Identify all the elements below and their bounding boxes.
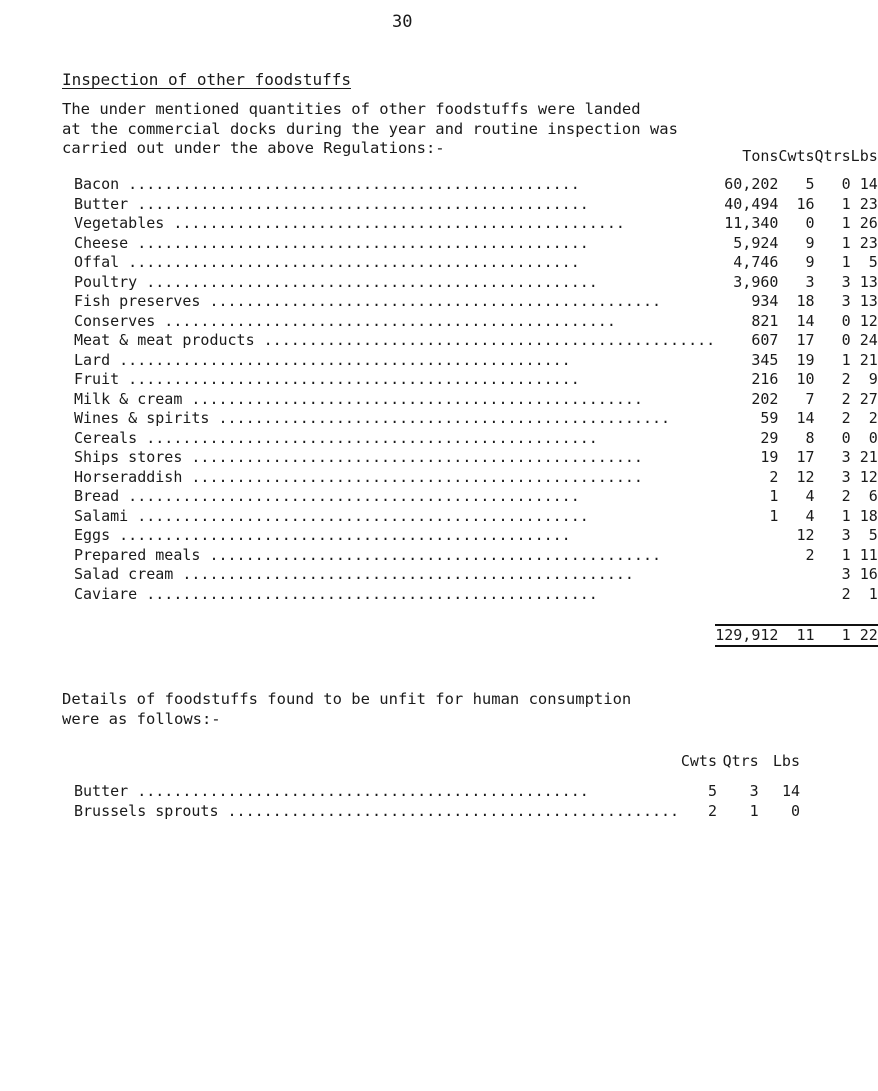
item-name: Milk & cream ..... (74, 390, 643, 408)
item-name: Wines & spirits ..... (74, 409, 670, 427)
item-lbs: 16 (859, 565, 878, 583)
item-tons: 29 (760, 428, 779, 447)
landed-row (74, 312, 878, 332)
item-tons (715, 585, 778, 605)
item-name-cell (74, 253, 715, 273)
item-lbs: 23 (859, 194, 878, 213)
unfit-row (74, 802, 800, 822)
unfit-header-cwts: Cwts (680, 752, 717, 770)
item-qtrs: 3 (841, 448, 851, 466)
item-lbs: 26 (859, 214, 878, 232)
total-label-blank (74, 625, 715, 647)
item-lbs: 9 (868, 370, 878, 388)
total-qtrs: 1 (815, 625, 851, 647)
details-paragraph: Details of foodstuffs found to be unfit for human consumption were as follows:- (62, 690, 632, 728)
item-name: Salad cream ..... (74, 565, 634, 583)
item-qtrs: 1 (841, 350, 851, 369)
item-tons: 3,960 (733, 272, 779, 291)
landed-row (74, 351, 878, 371)
item-name-cell (74, 331, 715, 351)
item-qtrs: 3 (841, 272, 851, 291)
item-name-cell (74, 292, 715, 312)
item-name: Horseraddish ..... (74, 468, 643, 486)
item-name-cell (74, 312, 715, 332)
item-cwts: 0 (805, 214, 815, 232)
item-name: Eggs ..... (74, 526, 571, 544)
item-qtrs: 3 (841, 565, 851, 583)
header-blank (74, 147, 715, 175)
item-cwts (778, 565, 814, 585)
unfit-header-blank (74, 752, 679, 782)
item-cwts: 10 (796, 370, 815, 388)
item-cwts: 7 (805, 389, 815, 408)
item-name: Meat & meat products ..... (74, 331, 715, 349)
landed-row (74, 214, 878, 234)
item-name-cell (74, 585, 715, 605)
item-lbs: 14 (781, 782, 800, 800)
item-name-cell (74, 507, 715, 527)
landed-row (74, 370, 878, 390)
landed-row (74, 292, 878, 312)
item-cwts: 19 (796, 350, 815, 369)
item-lbs: 6 (868, 487, 878, 505)
item-cwts: 4 (805, 487, 815, 505)
landed-row (74, 546, 878, 566)
item-name: Cereals ..... (74, 429, 598, 447)
landed-row (74, 390, 878, 410)
item-qtrs: 3 (841, 467, 851, 486)
landed-row (74, 253, 878, 273)
item-lbs: 0 (790, 801, 800, 820)
item-cwts: 2 (707, 801, 717, 820)
item-name: Poultry ..... (74, 273, 598, 291)
unfit-row (74, 782, 800, 802)
item-name-cell (74, 409, 715, 429)
header-lbs: Lbs (850, 147, 878, 165)
item-qtrs: 2 (841, 409, 851, 427)
item-lbs: 5 (868, 526, 878, 544)
item-name: Butter ..... (74, 782, 589, 800)
item-cwts: 5 (805, 175, 815, 193)
item-tons (715, 565, 778, 585)
item-name-cell (74, 234, 715, 254)
item-lbs: 18 (859, 506, 878, 525)
item-cwts: 9 (805, 253, 815, 271)
item-cwts: 14 (796, 311, 815, 330)
item-name-cell (74, 448, 715, 468)
section-heading: Inspection of other foodstuffs (62, 70, 351, 89)
item-name-cell (74, 468, 715, 488)
item-cwts: 3 (805, 272, 815, 291)
total-lbs: 22 (851, 625, 878, 647)
unfit-header-lbs: Lbs (772, 752, 800, 770)
item-name-cell (74, 214, 715, 234)
intro-paragraph: The under mentioned quantities of other foodstuffs were landed at the commercial docks during the year and routine inspection was carried out under the above Regulations:- (62, 100, 678, 157)
item-qtrs: 2 (841, 584, 851, 603)
item-name: Fruit ..... (74, 370, 580, 388)
item-name-cell (74, 195, 715, 215)
total-tons: 129,912 (715, 625, 778, 647)
header-tons: Tons (742, 147, 779, 165)
landed-row (74, 448, 878, 468)
item-qtrs: 3 (749, 782, 759, 800)
item-qtrs: 0 (841, 428, 851, 447)
item-name-cell (74, 526, 715, 546)
item-cwts: 8 (805, 428, 815, 447)
item-qtrs: 1 (749, 801, 759, 820)
item-tons (715, 526, 778, 546)
page-number: 30 (392, 12, 413, 32)
item-qtrs: 0 (841, 175, 851, 193)
landed-table-header (74, 147, 878, 175)
item-lbs: 21 (859, 350, 878, 369)
item-tons: 607 (751, 331, 779, 349)
landed-row (74, 565, 878, 585)
item-cwts (778, 585, 814, 605)
item-tons: 1 (769, 506, 779, 525)
item-lbs: 5 (868, 253, 878, 271)
item-lbs: 27 (859, 389, 878, 408)
item-tons: 934 (751, 292, 779, 310)
item-name: Prepared meals ..... (74, 546, 661, 564)
item-qtrs: 1 (841, 253, 851, 271)
item-cwts: 4 (805, 506, 815, 525)
item-lbs: 12 (859, 467, 878, 486)
landed-row (74, 468, 878, 488)
item-name: Salami ..... (74, 507, 589, 525)
item-tons: 60,202 (724, 175, 779, 193)
item-lbs: 12 (859, 311, 878, 330)
unfit-header-qtrs: Qtrs (722, 752, 759, 770)
item-name: Ships stores ..... (74, 448, 643, 466)
item-cwts: 17 (796, 448, 815, 466)
item-name-cell (74, 390, 715, 410)
unfit-foodstuffs-table (74, 752, 800, 821)
item-lbs: 13 (859, 272, 878, 291)
item-tons: 40,494 (724, 194, 779, 213)
item-name-cell (74, 782, 679, 802)
item-name: Offal ..... (74, 253, 580, 271)
item-cwts: 12 (796, 467, 815, 486)
item-tons: 2 (769, 467, 779, 486)
landed-row (74, 234, 878, 254)
item-qtrs: 1 (841, 214, 851, 232)
item-lbs: 2 (868, 409, 878, 427)
item-tons: 4,746 (733, 253, 779, 271)
item-qtrs: 3 (841, 526, 851, 544)
item-qtrs: 0 (841, 331, 851, 349)
item-name-cell (74, 802, 679, 822)
spacer-row (74, 604, 878, 625)
item-name: Fish preserves ..... (74, 292, 661, 310)
item-lbs: 21 (859, 448, 878, 466)
item-name-cell (74, 175, 715, 195)
item-qtrs: 1 (841, 194, 851, 213)
item-name: Butter ..... (74, 195, 589, 213)
unfit-table-header (74, 752, 800, 782)
item-tons: 821 (751, 311, 779, 330)
landed-row (74, 331, 878, 351)
item-lbs: 23 (859, 233, 878, 252)
item-lbs: 14 (859, 175, 878, 193)
item-lbs: 1 (868, 584, 878, 603)
item-name: Bread ..... (74, 487, 580, 505)
item-tons (715, 546, 778, 566)
item-name-cell (74, 429, 715, 449)
item-name: Cheese ..... (74, 234, 589, 252)
total-cwts: 11 (778, 625, 814, 647)
item-tons: 11,340 (724, 214, 779, 232)
item-name-cell (74, 273, 715, 293)
item-lbs: 0 (868, 428, 878, 447)
item-cwts: 9 (805, 233, 815, 252)
item-name-cell (74, 546, 715, 566)
item-qtrs: 3 (841, 292, 851, 310)
item-name: Brussels sprouts ..... (74, 802, 679, 820)
item-name: Caviare ..... (74, 585, 598, 603)
landed-row (74, 175, 878, 195)
item-tons: 216 (751, 370, 779, 388)
item-lbs: 13 (859, 292, 878, 310)
landed-row (74, 487, 878, 507)
item-name: Bacon ..... (74, 175, 580, 193)
item-cwts: 17 (796, 331, 815, 349)
landed-row (74, 273, 878, 293)
landed-row (74, 585, 878, 605)
item-cwts: 12 (796, 526, 815, 544)
landed-row (74, 409, 878, 429)
item-qtrs: 1 (841, 545, 851, 564)
item-tons: 345 (751, 350, 779, 369)
item-name-cell (74, 370, 715, 390)
item-cwts: 14 (796, 409, 815, 427)
item-tons: 19 (760, 448, 779, 466)
landed-row (74, 507, 878, 527)
item-name-cell (74, 351, 715, 371)
item-tons: 202 (751, 389, 779, 408)
item-lbs: 24 (859, 331, 878, 349)
item-qtrs: 0 (841, 311, 851, 330)
item-qtrs: 2 (841, 487, 851, 505)
header-cwts: Cwts (778, 147, 815, 165)
item-qtrs: 1 (841, 233, 851, 252)
item-name-cell (74, 565, 715, 585)
item-name: Vegetables ..... (74, 214, 625, 232)
item-name: Conserves ..... (74, 312, 616, 330)
item-qtrs: 1 (841, 506, 851, 525)
item-tons: 1 (769, 487, 779, 505)
item-cwts: 16 (796, 194, 815, 213)
item-cwts: 5 (707, 782, 717, 800)
landed-foodstuffs-table (74, 147, 878, 647)
item-lbs: 11 (859, 545, 878, 564)
item-name: Lard ..... (74, 351, 571, 369)
item-qtrs: 2 (841, 370, 851, 388)
item-cwts: 18 (796, 292, 815, 310)
item-tons: 5,924 (733, 233, 779, 252)
landed-row (74, 429, 878, 449)
item-tons: 59 (760, 409, 779, 427)
item-name-cell (74, 487, 715, 507)
total-row (74, 625, 878, 647)
item-qtrs: 2 (841, 389, 851, 408)
landed-row (74, 526, 878, 546)
header-qtrs: Qtrs (814, 147, 851, 165)
landed-row (74, 195, 878, 215)
item-cwts: 2 (805, 545, 815, 564)
